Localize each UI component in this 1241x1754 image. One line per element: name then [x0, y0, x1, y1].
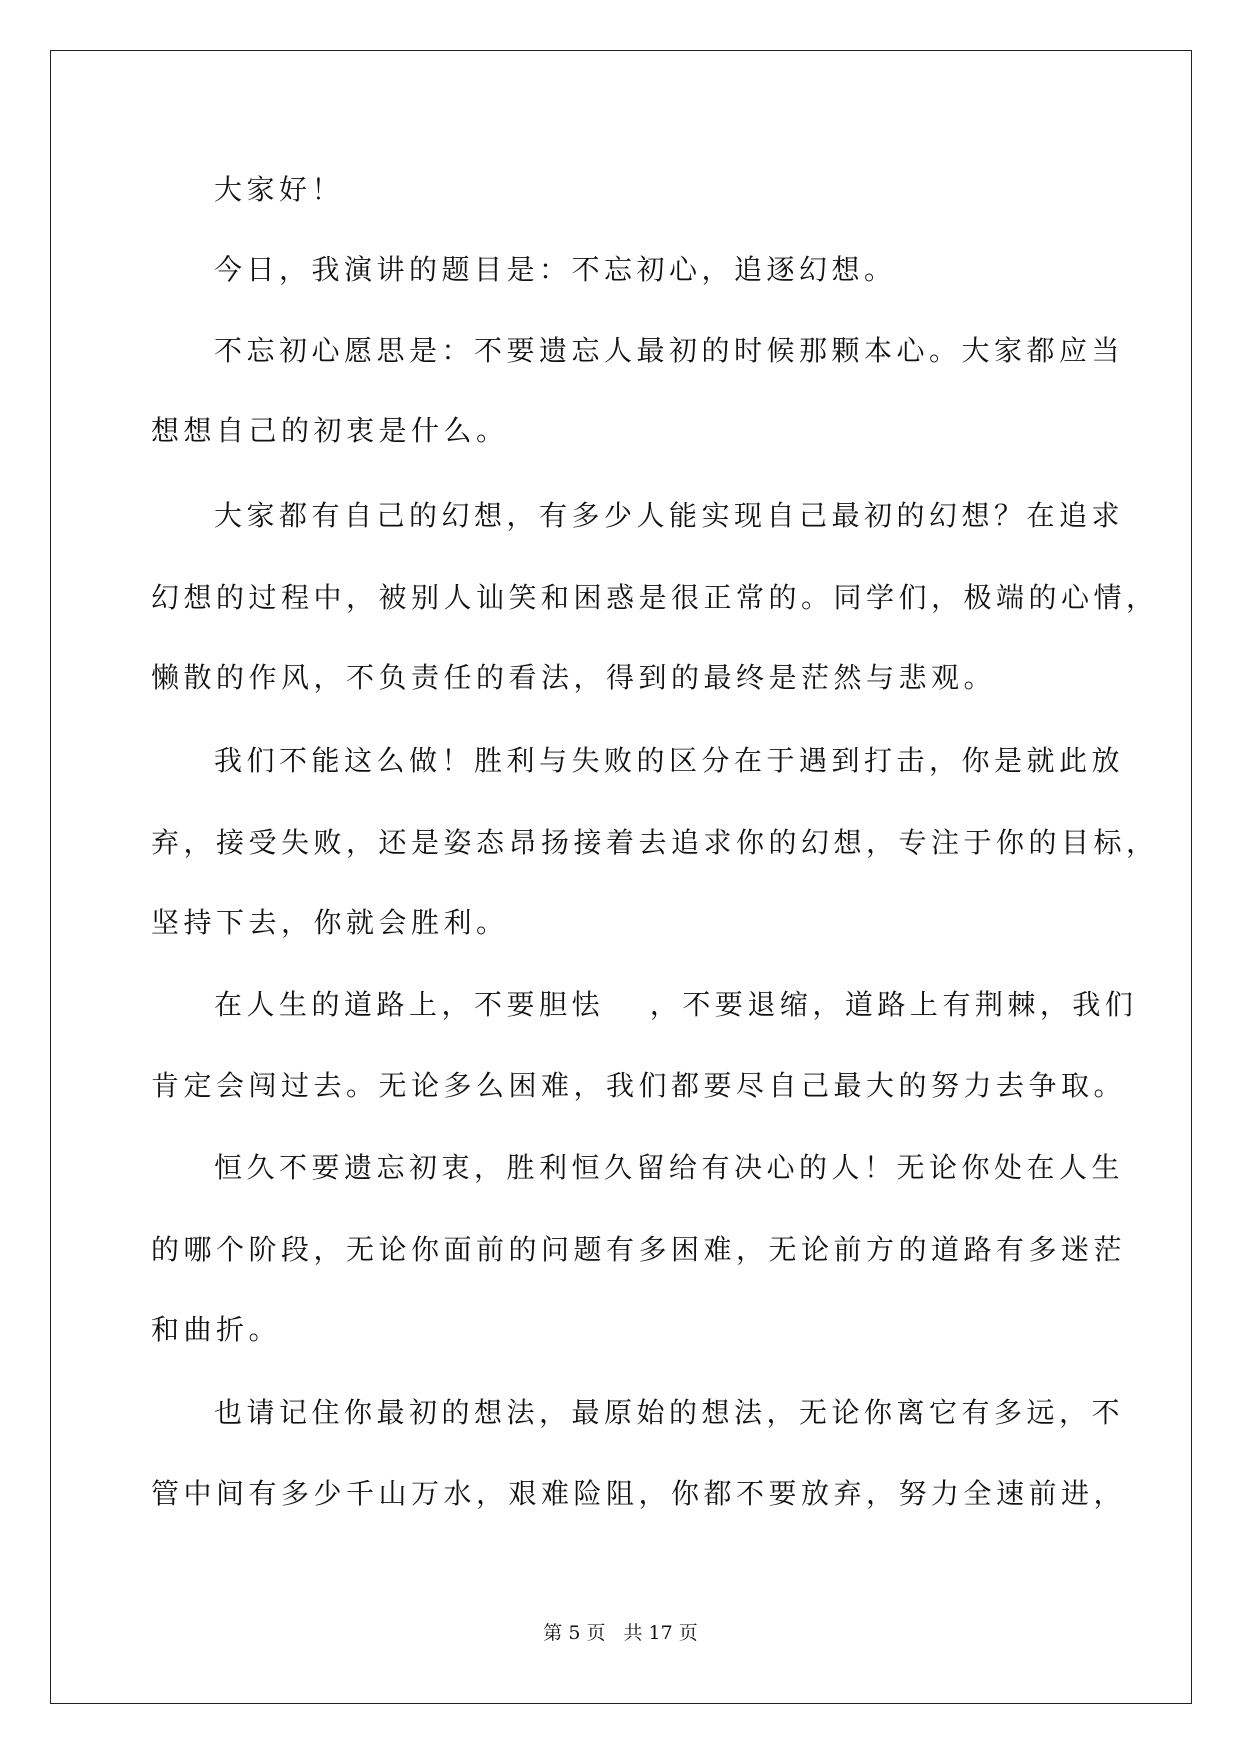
paragraph-line: 今日，我演讲的题目是：不忘初心，追逐幻想。 — [214, 253, 897, 286]
page-frame — [50, 50, 1192, 1704]
paragraph-line: 在人生的道路上，不要胆怯 ，不要退缩，道路上有荆棘，我们 — [214, 988, 1138, 1021]
paragraph-line: 坚持下去，你就会胜利。 — [151, 906, 509, 939]
paragraph-line: 管中间有多少千山万水，艰难险阻，你都不要放弃，努力全速前进， — [151, 1477, 1127, 1510]
paragraph-line: 幻想的过程中，被别人讪笑和困惑是很正常的。同学们，极端的心情， — [151, 581, 1159, 614]
paragraph-line: 弃，接受失败，还是姿态昂扬接着去追求你的幻想，专注于你的目标， — [151, 826, 1159, 859]
paragraph-line: 的哪个阶段，无论你面前的问题有多困难，无论前方的道路有多迷茫 — [151, 1233, 1127, 1266]
paragraph-line: 恒久不要遗忘初衷，胜利恒久留给有决心的人！无论你处在人生 — [214, 1151, 1125, 1184]
page-footer — [0, 1621, 1241, 1645]
page-total: 共 17 页 — [623, 1622, 698, 1644]
paragraph-line: 想想自己的初衷是什么。 — [151, 414, 509, 447]
paragraph-line: 大家都有自己的幻想，有多少人能实现自己最初的幻想？在追求 — [214, 499, 1125, 532]
paragraph-line: 肯定会闯过去。无论多么困难，我们都要尽自己最大的努力去争取。 — [151, 1069, 1127, 1102]
paragraph-line: 懒散的作风，不负责任的看法，得到的最终是茫然与悲观。 — [151, 661, 997, 694]
paragraph-line: 大家好！ — [214, 173, 345, 206]
paragraph-line: 不忘初心愿思是：不要遗忘人最初的时候那颗本心。大家都应当 — [214, 334, 1125, 367]
paragraph-line: 我们不能这么做！胜利与失败的区分在于遇到打击，你是就此放 — [214, 744, 1125, 777]
paragraph-line: 也请记住你最初的想法，最原始的想法，无论你离它有多远，不 — [214, 1396, 1125, 1429]
page-number: 第 5 页 — [543, 1622, 606, 1644]
paragraph-line: 和曲折。 — [151, 1313, 282, 1346]
